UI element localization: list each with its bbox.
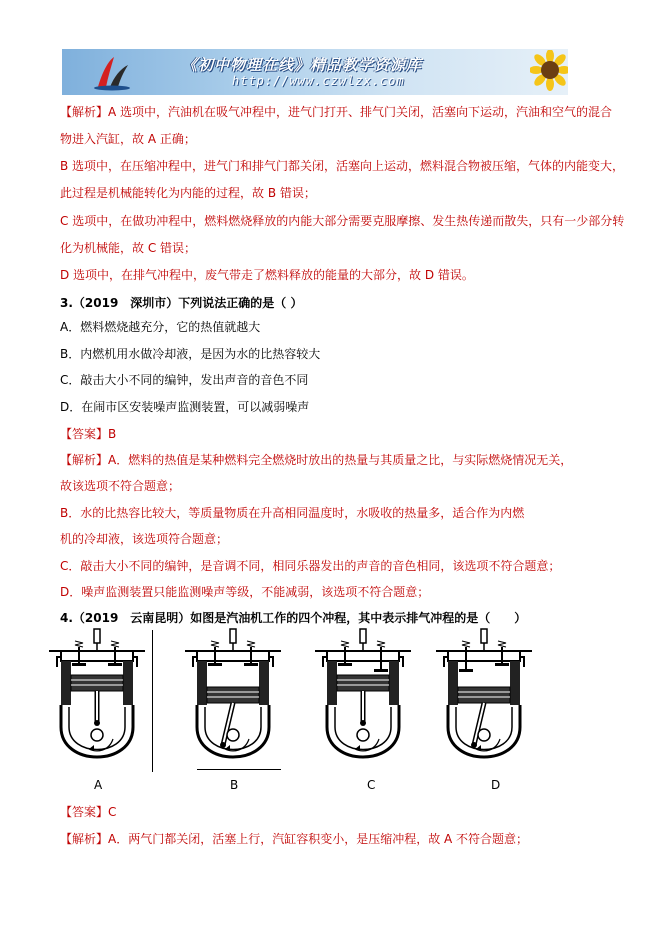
text-line: 4.（2019 云南昆明）如图是汽油机工作的四个冲程，其中表示排气冲程的是（ ） xyxy=(60,611,527,625)
site-logo-icon xyxy=(92,53,132,91)
text-line: 【解析】A 选项中，汽油机在吸气冲程中，进气门打开、排气门关闭，活塞向下运动，汽油和空气的混合 xyxy=(60,105,613,119)
text-line: C 选项中，在做功冲程中，燃料燃烧释放的内能大部分需要克服摩擦、发生热传递而散失，只有一少部分转 xyxy=(60,214,625,228)
engine-diagram-a xyxy=(47,627,147,772)
figure-label-a: A xyxy=(94,778,103,792)
text-line: 【解析】A．燃料的热值是某种燃料完全燃烧时放出的热量与其质量之比，与实际燃烧情况无关， xyxy=(60,453,573,467)
text-line: 【答案】B xyxy=(60,427,117,441)
text-line: C．敲击大小不同的编钟，是音调不同，相同乐器发出的声音的音色相同，该选项不符合题意； xyxy=(60,559,561,573)
banner-title: 《初中物理在线》精品教学资源库 xyxy=(182,56,423,74)
text-line: 【解析】A．两气门都关闭，活塞上行，汽缸容积变小，是压缩冲程，故 A 不符合题意； xyxy=(60,832,529,846)
header-banner xyxy=(62,49,568,95)
engine-diagram-c xyxy=(313,627,413,772)
text-line: A．燃料燃烧越充分，它的热值就越大 xyxy=(60,320,261,334)
text-line: 此过程是机械能转化为内能的过程，故 B 错误； xyxy=(60,186,316,200)
text-line: 化为机械能，故 C 错误； xyxy=(60,241,197,255)
text-line: 机的冷却液，该选项符合题意； xyxy=(60,532,229,546)
banner-url: http://www.czwlzx.com xyxy=(232,74,405,88)
engine-diagram-d xyxy=(434,627,534,772)
text-line: B．内燃机用水做冷却液，是因为水的比热容较大 xyxy=(60,347,321,361)
text-line: 3.（2019 深圳市）下列说法正确的是（ ） xyxy=(60,296,303,310)
text-line: 【答案】C xyxy=(60,805,117,819)
text-line: 物进入汽缸，故 A 正确； xyxy=(60,132,196,146)
text-line: D．噪声监测装置只能监测噪声等级，不能减弱，该选项不符合题意； xyxy=(60,585,430,599)
text-line: B．水的比热容比较大，等质量物质在升高相同温度时，水吸收的热量多，适合作为内燃 xyxy=(60,506,525,520)
engine-diagram-b xyxy=(183,627,283,772)
text-line: D．在闹市区安装噪声监测装置，可以减弱噪声 xyxy=(60,400,310,414)
figure-label-d: D xyxy=(491,778,501,792)
figure-label-c: C xyxy=(367,778,376,792)
figure-divider xyxy=(152,630,153,772)
figure-label-b: B xyxy=(230,778,239,792)
text-line: 故该选项不符合题意； xyxy=(60,479,181,493)
text-line: D 选项中，在排气冲程中，废气带走了燃料释放的能量的大部分，故 D 错误。 xyxy=(60,268,474,282)
sunflower-icon xyxy=(530,50,568,94)
text-line: C．敲击大小不同的编钟，发出声音的音色不同 xyxy=(60,373,309,387)
text-line: B 选项中，在压缩冲程中，进气门和排气门都关闭，活塞向上运动，燃料混合物被压缩，气体的内能变大， xyxy=(60,159,625,173)
